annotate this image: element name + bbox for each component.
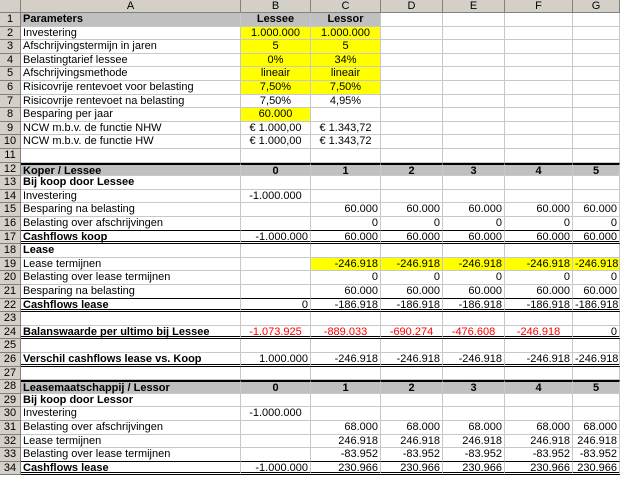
grid-cell[interactable] <box>381 40 443 54</box>
grid-cell[interactable]: NCW m.b.v. de functie HW <box>21 135 241 149</box>
grid-cell[interactable] <box>443 394 505 408</box>
grid-cell[interactable] <box>241 339 311 353</box>
grid-cell[interactable] <box>573 54 620 68</box>
grid-cell[interactable]: 1.000.000 <box>311 27 381 41</box>
row-header[interactable]: 11 <box>0 149 21 163</box>
grid-cell[interactable]: Afschrijvingsmethode <box>21 67 241 81</box>
row-header[interactable]: 25 <box>0 339 21 353</box>
grid-cell[interactable] <box>241 435 311 449</box>
grid-cell[interactable] <box>573 40 620 54</box>
grid-cell[interactable] <box>443 339 505 353</box>
grid-cell[interactable]: 60.000 <box>573 285 620 299</box>
grid-cell[interactable]: Investering <box>21 27 241 41</box>
grid-cell[interactable]: 60.000 <box>381 203 443 217</box>
grid-cell[interactable] <box>573 13 620 27</box>
grid-cell[interactable] <box>573 407 620 421</box>
grid-cell[interactable]: 246.918 <box>505 435 573 449</box>
grid-cell[interactable]: 4 <box>505 380 573 394</box>
grid-cell[interactable]: -690.274 <box>381 326 443 340</box>
grid-cell[interactable]: 0 <box>573 271 620 285</box>
grid-cell[interactable] <box>505 122 573 136</box>
grid-cell[interactable]: 1 <box>311 163 381 177</box>
grid-cell[interactable] <box>505 312 573 326</box>
grid-cell[interactable]: 60.000 <box>311 231 381 245</box>
grid-cell[interactable] <box>573 367 620 381</box>
grid-cell[interactable] <box>443 312 505 326</box>
grid-cell[interactable] <box>505 95 573 109</box>
grid-cell[interactable]: 230.966 <box>505 462 573 476</box>
grid-cell[interactable] <box>241 258 311 272</box>
grid-cell[interactable]: 60.000 <box>381 285 443 299</box>
grid-cell[interactable]: 60.000 <box>443 285 505 299</box>
column-header-f[interactable]: F <box>505 0 573 13</box>
grid-cell[interactable]: Bij koop door Lessee <box>21 176 241 190</box>
grid-cell[interactable] <box>505 407 573 421</box>
grid-cell[interactable] <box>573 108 620 122</box>
grid-cell[interactable]: Besparing na belasting <box>21 285 241 299</box>
grid-cell[interactable]: -246.918 <box>311 258 381 272</box>
grid-cell[interactable]: NCW m.b.v. de functie NHW <box>21 122 241 136</box>
row-header[interactable]: 24 <box>0 326 21 340</box>
grid-cell[interactable] <box>443 81 505 95</box>
grid-cell[interactable]: 34% <box>311 54 381 68</box>
grid-cell[interactable]: -246.918 <box>575 257 619 270</box>
grid-cell[interactable]: 230.966 <box>311 462 381 476</box>
grid-cell[interactable] <box>573 339 620 353</box>
grid-cell[interactable] <box>381 312 443 326</box>
grid-cell[interactable]: 60.000 <box>573 231 620 245</box>
grid-cell[interactable] <box>241 285 311 299</box>
row-header[interactable]: 34 <box>0 462 21 476</box>
grid-cell[interactable] <box>505 176 573 190</box>
grid-cell[interactable]: -246.918 <box>443 353 505 367</box>
grid-cell[interactable]: -246.918 <box>443 258 505 272</box>
grid-cell[interactable]: € 1.343,72 <box>311 135 381 149</box>
grid-cell[interactable] <box>381 394 443 408</box>
grid-cell[interactable] <box>241 176 311 190</box>
grid-cell[interactable] <box>381 81 443 95</box>
grid-cell[interactable]: Balanswaarde per ultimo bij Lessee <box>21 326 241 340</box>
grid-cell[interactable] <box>311 108 381 122</box>
grid-cell[interactable] <box>505 27 573 41</box>
row-header[interactable]: 29 <box>0 394 21 408</box>
column-header-d[interactable]: D <box>381 0 443 13</box>
grid-cell[interactable] <box>21 339 241 353</box>
row-header[interactable]: 2 <box>0 27 21 41</box>
grid-cell[interactable] <box>573 95 620 109</box>
grid-cell[interactable]: 68.000 <box>311 421 381 435</box>
grid-cell[interactable] <box>311 149 381 163</box>
column-header-c[interactable]: C <box>311 0 381 13</box>
grid-cell[interactable]: Lessor <box>311 13 381 27</box>
grid-cell[interactable]: € 1.343,72 <box>311 122 381 136</box>
grid-cell[interactable]: 246.918 <box>443 435 505 449</box>
grid-cell[interactable] <box>241 394 311 408</box>
grid-cell[interactable] <box>381 67 443 81</box>
grid-cell[interactable]: Leasemaatschappij / Lessor <box>21 380 241 394</box>
grid-cell[interactable] <box>443 190 505 204</box>
grid-cell[interactable] <box>505 108 573 122</box>
grid-cell[interactable] <box>505 135 573 149</box>
row-header[interactable]: 22 <box>0 299 21 313</box>
grid-cell[interactable]: Bij koop door Lessor <box>21 394 241 408</box>
grid-cell[interactable]: Cashflows lease <box>21 462 241 476</box>
grid-cell[interactable] <box>443 95 505 109</box>
row-header[interactable]: 4 <box>0 54 21 68</box>
grid-cell[interactable]: Lease termijnen <box>21 435 241 449</box>
grid-cell[interactable]: Risicovrije rentevoet voor belasting <box>21 81 241 95</box>
row-header[interactable]: 16 <box>0 217 21 231</box>
grid-cell[interactable]: Belasting over afschrijvingen <box>21 421 241 435</box>
grid-cell[interactable]: € 1.000,00 <box>241 135 311 149</box>
grid-cell[interactable] <box>381 95 443 109</box>
grid-cell[interactable] <box>505 67 573 81</box>
grid-cell[interactable]: 230.966 <box>443 462 505 476</box>
grid-cell[interactable]: -246.918 <box>505 353 573 367</box>
grid-cell[interactable] <box>573 135 620 149</box>
grid-cell[interactable] <box>311 339 381 353</box>
grid-cell[interactable]: 5 <box>573 163 620 177</box>
grid-cell[interactable]: lineair <box>241 67 311 81</box>
grid-cell[interactable]: 60.000 <box>443 231 505 245</box>
row-header[interactable]: 15 <box>0 203 21 217</box>
grid-cell[interactable]: -186.918 <box>575 298 619 311</box>
grid-cell[interactable] <box>381 108 443 122</box>
grid-cell[interactable] <box>443 244 505 258</box>
column-header-b[interactable]: B <box>241 0 311 13</box>
grid-cell[interactable]: 0 <box>573 217 620 231</box>
grid-cell[interactable] <box>573 190 620 204</box>
grid-cell[interactable]: Lease <box>21 244 241 258</box>
grid-cell[interactable]: Risicovrije rentevoet na belasting <box>21 95 241 109</box>
grid-cell[interactable] <box>311 244 381 258</box>
grid-cell[interactable] <box>443 135 505 149</box>
grid-cell[interactable]: Besparing per jaar <box>21 108 241 122</box>
grid-cell[interactable]: Cashflows lease <box>21 299 241 313</box>
grid-cell[interactable] <box>443 27 505 41</box>
grid-cell[interactable]: 246.918 <box>311 435 381 449</box>
grid-cell[interactable] <box>311 367 381 381</box>
grid-cell[interactable]: -476.608 <box>443 326 505 340</box>
grid-cell[interactable] <box>573 394 620 408</box>
grid-cell[interactable] <box>573 67 620 81</box>
grid-cell[interactable] <box>443 122 505 136</box>
row-header[interactable]: 14 <box>0 190 21 204</box>
grid-cell[interactable] <box>573 27 620 41</box>
grid-cell[interactable] <box>573 149 620 163</box>
row-header[interactable]: 32 <box>0 435 21 449</box>
grid-cell[interactable]: Cashflows koop <box>21 231 241 245</box>
grid-cell[interactable]: -246.918 <box>311 353 381 367</box>
grid-cell[interactable] <box>311 394 381 408</box>
grid-cell[interactable] <box>241 448 311 462</box>
grid-cell[interactable]: Belasting over lease termijnen <box>21 271 241 285</box>
grid-cell[interactable]: € 1.000,00 <box>241 122 311 136</box>
row-header[interactable]: 10 <box>0 135 21 149</box>
grid-cell[interactable]: -1.000.000 <box>241 231 311 245</box>
grid-cell[interactable]: 60.000 <box>573 203 620 217</box>
grid-cell[interactable] <box>381 149 443 163</box>
grid-cell[interactable]: 68.000 <box>573 421 620 435</box>
grid-cell[interactable]: 246.918 <box>381 435 443 449</box>
grid-cell[interactable]: lineair <box>311 67 381 81</box>
grid-cell[interactable] <box>443 13 505 27</box>
grid-cell[interactable]: 5 <box>241 40 311 54</box>
row-header[interactable]: 23 <box>0 312 21 326</box>
grid-cell[interactable]: 2 <box>381 163 443 177</box>
grid-cell[interactable]: 0 <box>311 271 381 285</box>
grid-cell[interactable] <box>21 312 241 326</box>
grid-cell[interactable]: 60.000 <box>381 231 443 245</box>
grid-cell[interactable] <box>381 176 443 190</box>
grid-cell[interactable]: 0 <box>505 217 573 231</box>
grid-cell[interactable]: 68.000 <box>443 421 505 435</box>
grid-cell[interactable]: 0 <box>443 271 505 285</box>
grid-cell[interactable] <box>443 367 505 381</box>
grid-cell[interactable] <box>311 190 381 204</box>
grid-cell[interactable]: 68.000 <box>381 421 443 435</box>
grid-cell[interactable]: 230.966 <box>573 462 620 476</box>
grid-cell[interactable]: 1.000.000 <box>241 27 311 41</box>
grid-cell[interactable]: 60.000 <box>241 108 311 122</box>
row-header[interactable]: 19 <box>0 258 21 272</box>
grid-cell[interactable]: 3 <box>443 163 505 177</box>
grid-cell[interactable]: 1 <box>311 380 381 394</box>
grid-cell[interactable] <box>573 81 620 95</box>
grid-cell[interactable] <box>573 312 620 326</box>
grid-cell[interactable]: 0 <box>505 271 573 285</box>
row-header[interactable]: 18 <box>0 244 21 258</box>
grid-cell[interactable]: 4,95% <box>311 95 381 109</box>
grid-cell[interactable]: -246.918 <box>505 258 573 272</box>
grid-cell[interactable]: -83.952 <box>381 448 443 462</box>
row-header[interactable]: 30 <box>0 407 21 421</box>
grid-cell[interactable]: -83.952 <box>311 448 381 462</box>
grid-cell[interactable]: Parameters <box>21 13 241 27</box>
row-header[interactable]: 17 <box>0 231 21 245</box>
grid-cell[interactable]: 60.000 <box>505 203 573 217</box>
grid-cell[interactable]: 230.966 <box>381 462 443 476</box>
grid-cell[interactable] <box>443 407 505 421</box>
grid-cell[interactable]: Belasting over lease termijnen <box>21 448 241 462</box>
grid-cell[interactable]: -83.952 <box>505 448 573 462</box>
grid-cell[interactable] <box>505 244 573 258</box>
grid-cell[interactable]: 246.918 <box>573 435 620 449</box>
row-header[interactable]: 1 <box>0 13 21 27</box>
grid-cell[interactable] <box>381 27 443 41</box>
grid-cell[interactable]: Belasting over afschrijvingen <box>21 217 241 231</box>
grid-cell[interactable] <box>505 54 573 68</box>
grid-cell[interactable]: -1.000.000 <box>241 462 311 476</box>
column-header-a[interactable]: A <box>21 0 241 13</box>
grid-cell[interactable]: 7,50% <box>241 81 311 95</box>
grid-cell[interactable]: -83.952 <box>443 448 505 462</box>
grid-cell[interactable] <box>505 13 573 27</box>
row-header[interactable]: 3 <box>0 40 21 54</box>
grid-cell[interactable] <box>241 149 311 163</box>
grid-cell[interactable]: 5 <box>311 40 381 54</box>
select-all-corner[interactable] <box>0 0 21 13</box>
grid-cell[interactable]: -186.918 <box>443 299 505 313</box>
row-header[interactable]: 31 <box>0 421 21 435</box>
grid-cell[interactable]: Lease termijnen <box>21 258 241 272</box>
grid-cell[interactable]: Investering <box>21 190 241 204</box>
grid-cell[interactable]: 0 <box>443 217 505 231</box>
grid-cell[interactable]: 7,50% <box>241 95 311 109</box>
grid-cell[interactable] <box>311 312 381 326</box>
grid-cell[interactable] <box>381 367 443 381</box>
grid-cell[interactable]: Lessee <box>241 13 311 27</box>
grid-cell[interactable] <box>573 122 620 136</box>
row-header[interactable]: 20 <box>0 271 21 285</box>
grid-cell[interactable] <box>21 367 241 381</box>
grid-cell[interactable]: 0 <box>311 217 381 231</box>
grid-cell[interactable] <box>241 217 311 231</box>
row-header[interactable]: 21 <box>0 285 21 299</box>
grid-cell[interactable] <box>505 367 573 381</box>
grid-cell[interactable] <box>381 122 443 136</box>
grid-cell[interactable]: 2 <box>381 380 443 394</box>
row-header[interactable]: 33 <box>0 448 21 462</box>
grid-cell[interactable]: 60.000 <box>505 231 573 245</box>
grid-cell[interactable]: Belastingtarief lessee <box>21 54 241 68</box>
grid-cell[interactable] <box>505 190 573 204</box>
grid-cell[interactable] <box>443 40 505 54</box>
grid-cell[interactable]: 68.000 <box>505 421 573 435</box>
grid-cell[interactable] <box>381 407 443 421</box>
grid-cell[interactable]: 5 <box>573 380 620 394</box>
grid-cell[interactable]: 4 <box>505 163 573 177</box>
grid-cell[interactable] <box>505 339 573 353</box>
grid-cell[interactable]: Koper / Lessee <box>21 163 241 177</box>
grid-cell[interactable]: -1.000.000 <box>241 407 311 421</box>
grid-cell[interactable]: -186.918 <box>505 299 573 313</box>
grid-cell[interactable]: 0 <box>241 299 311 313</box>
grid-cell[interactable]: 7,50% <box>311 81 381 95</box>
grid-cell[interactable] <box>505 81 573 95</box>
grid-cell[interactable]: -246.918 <box>575 353 619 365</box>
grid-cell[interactable]: 0 <box>241 163 311 177</box>
grid-cell[interactable] <box>241 312 311 326</box>
grid-cell[interactable] <box>381 54 443 68</box>
grid-cell[interactable] <box>241 271 311 285</box>
grid-cell[interactable]: 0 <box>241 380 311 394</box>
grid-cell[interactable]: -246.918 <box>381 353 443 367</box>
row-header[interactable]: 5 <box>0 67 21 81</box>
grid-cell[interactable] <box>573 176 620 190</box>
row-header[interactable]: 7 <box>0 95 21 109</box>
grid-cell[interactable]: 1.000.000 <box>241 353 311 367</box>
grid-cell[interactable] <box>381 13 443 27</box>
grid-cell[interactable] <box>443 54 505 68</box>
row-header[interactable]: 12 <box>0 163 21 177</box>
grid-cell[interactable]: -1.073.925 <box>241 326 311 340</box>
grid-cell[interactable] <box>311 176 381 190</box>
grid-cell[interactable] <box>241 203 311 217</box>
row-header[interactable]: 13 <box>0 176 21 190</box>
row-header[interactable]: 27 <box>0 367 21 381</box>
grid-cell[interactable] <box>381 339 443 353</box>
grid-cell[interactable] <box>381 244 443 258</box>
grid-cell[interactable]: 60.000 <box>311 285 381 299</box>
grid-cell[interactable] <box>381 135 443 149</box>
grid-cell[interactable]: -246.918 <box>505 326 573 340</box>
grid-cell[interactable]: 0% <box>241 54 311 68</box>
row-header[interactable]: 9 <box>0 122 21 136</box>
grid-cell[interactable] <box>443 108 505 122</box>
row-header[interactable]: 8 <box>0 108 21 122</box>
grid-cell[interactable]: Besparing na belasting <box>21 203 241 217</box>
grid-cell[interactable] <box>505 149 573 163</box>
grid-cell[interactable]: Afschrijvingstermijn in jaren <box>21 40 241 54</box>
grid-cell[interactable]: 60.000 <box>443 203 505 217</box>
grid-cell[interactable] <box>443 67 505 81</box>
column-header-g[interactable]: G <box>573 0 620 13</box>
grid-cell[interactable]: 0 <box>573 326 620 340</box>
row-header[interactable]: 6 <box>0 81 21 95</box>
grid-cell[interactable]: 60.000 <box>311 203 381 217</box>
row-header[interactable]: 28 <box>0 380 21 394</box>
grid-cell[interactable]: -246.918 <box>381 258 443 272</box>
grid-cell[interactable]: Verschil cashflows lease vs. Koop <box>21 353 241 367</box>
grid-cell[interactable] <box>505 40 573 54</box>
grid-cell[interactable] <box>241 421 311 435</box>
grid-cell[interactable]: 60.000 <box>505 285 573 299</box>
grid-cell[interactable] <box>21 149 241 163</box>
grid-cell[interactable] <box>443 176 505 190</box>
grid-cell[interactable]: 0 <box>381 217 443 231</box>
column-header-e[interactable]: E <box>443 0 505 13</box>
grid-cell[interactable]: 0 <box>381 271 443 285</box>
grid-cell[interactable]: -186.918 <box>381 299 443 313</box>
grid-cell[interactable]: -186.918 <box>311 299 381 313</box>
grid-cell[interactable]: -1.000.000 <box>241 190 311 204</box>
grid-cell[interactable] <box>443 149 505 163</box>
grid-cell[interactable]: Investering <box>21 407 241 421</box>
grid-cell[interactable] <box>381 190 443 204</box>
grid-cell[interactable] <box>505 394 573 408</box>
grid-cell[interactable] <box>311 407 381 421</box>
grid-cell[interactable]: -889.033 <box>311 326 381 340</box>
grid-cell[interactable] <box>573 244 620 258</box>
grid-cell[interactable]: -83.952 <box>573 448 620 462</box>
grid-cell[interactable]: 3 <box>443 380 505 394</box>
grid-cell[interactable] <box>241 367 311 381</box>
grid-cell[interactable] <box>241 244 311 258</box>
row-header[interactable]: 26 <box>0 353 21 367</box>
